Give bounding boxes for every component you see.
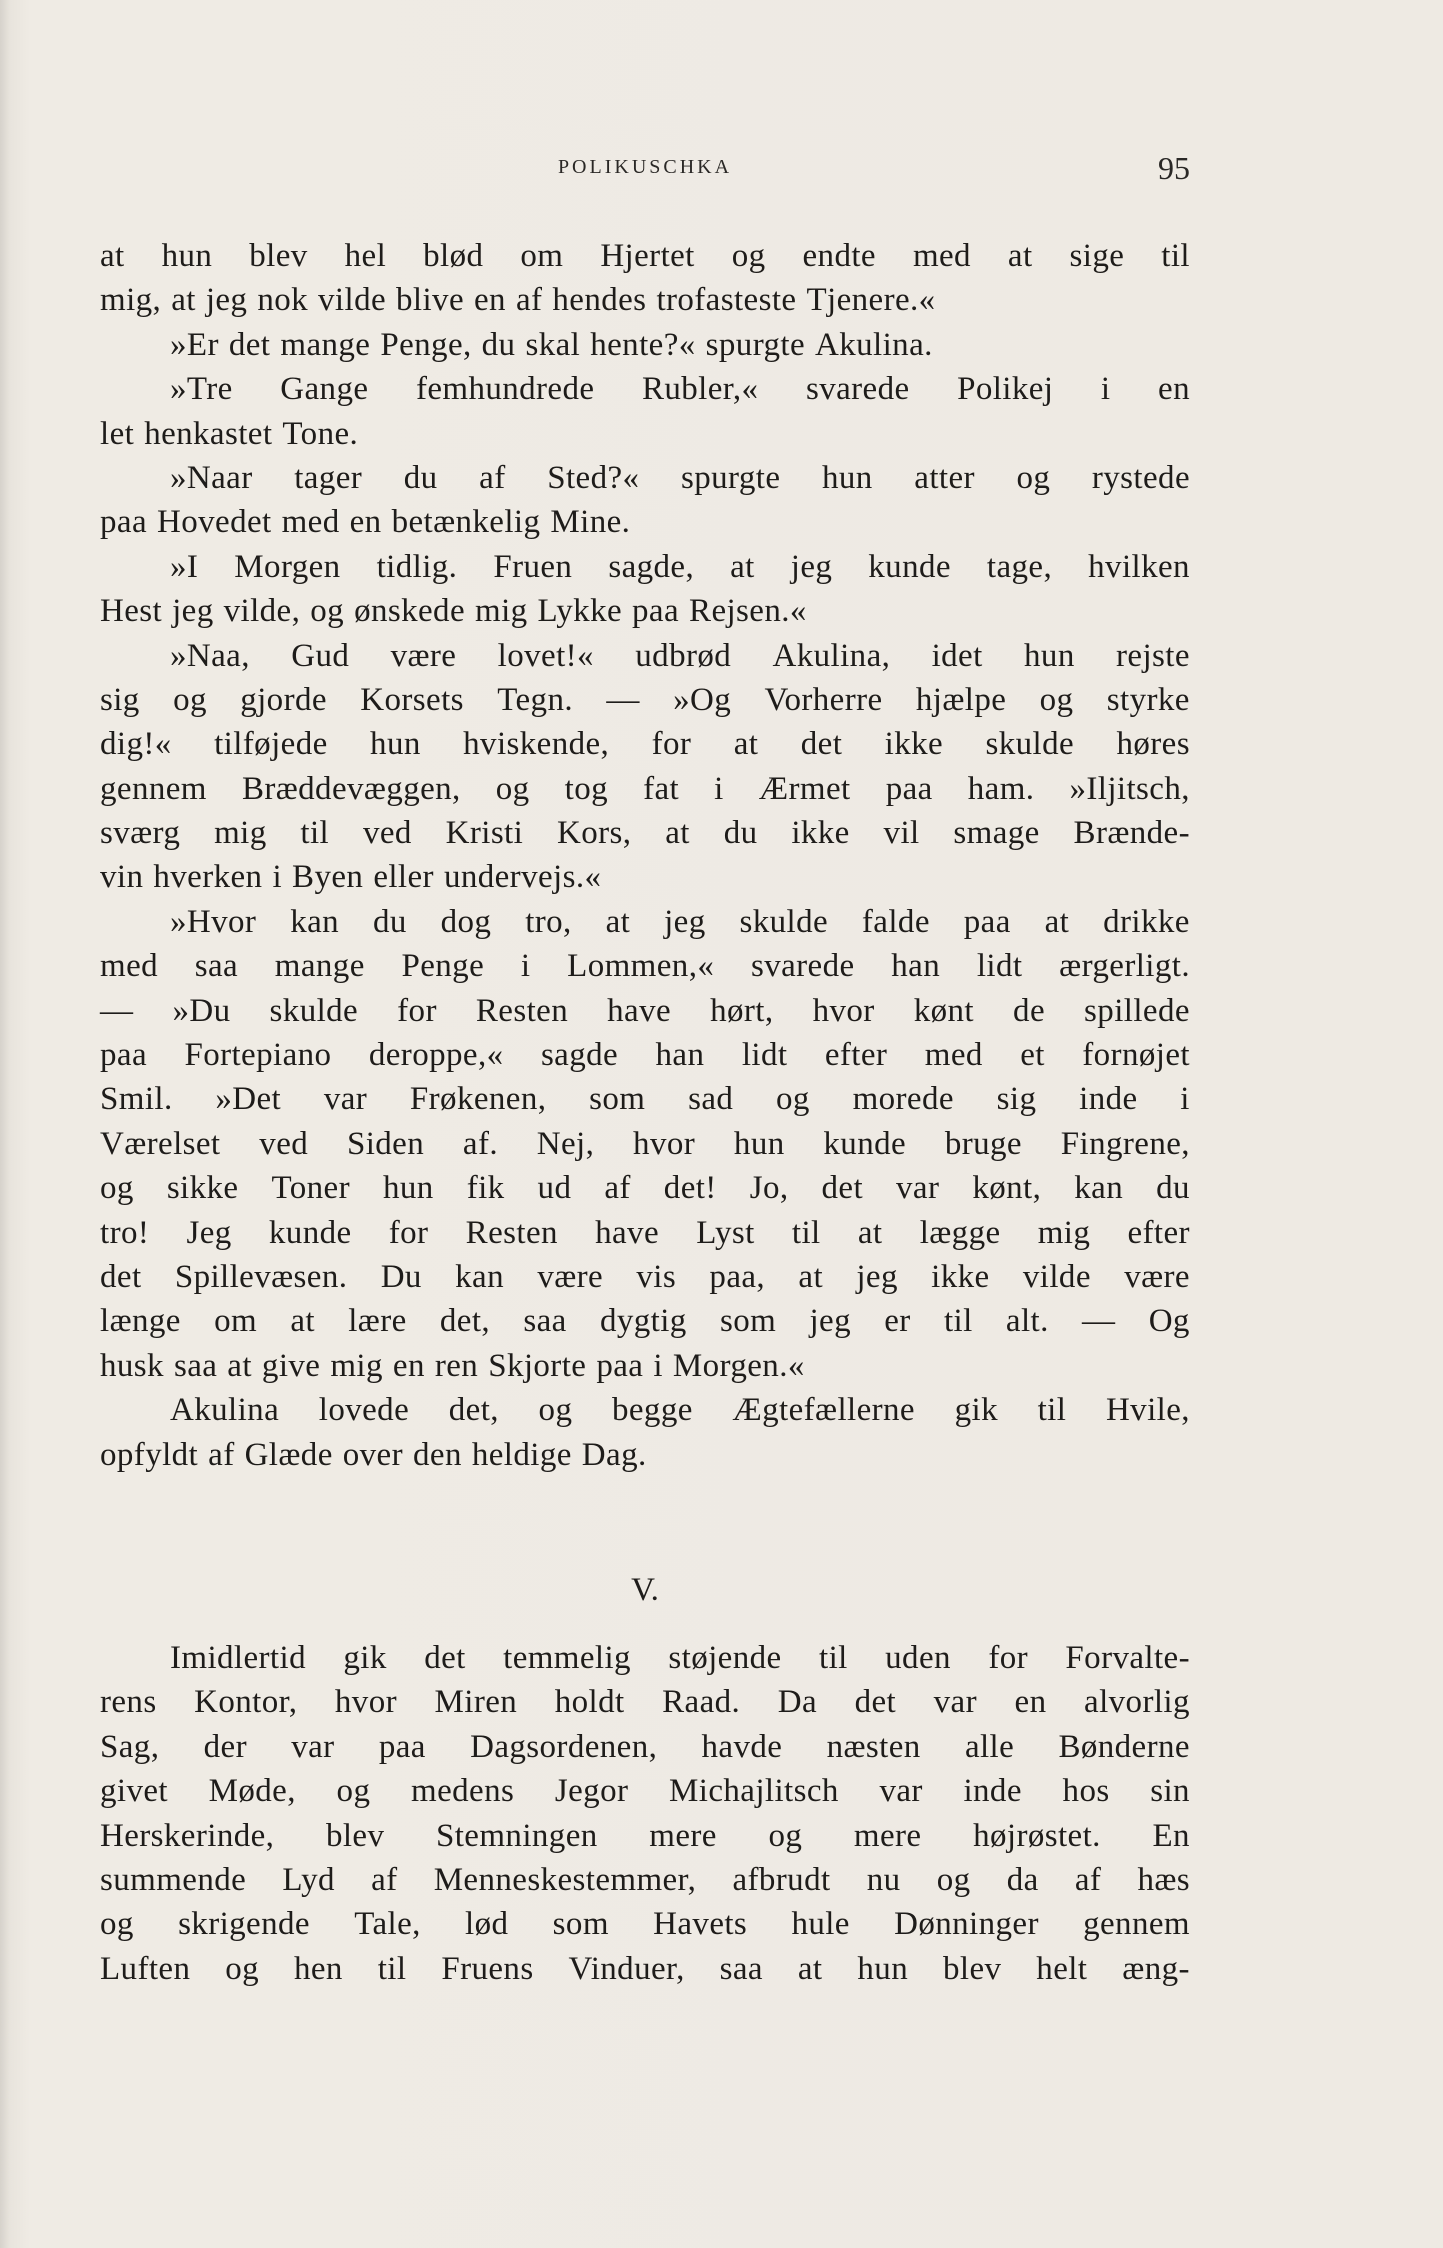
text-line: »Naa, Gud være lovet!« udbrød Akulina, idet hun rejste	[170, 637, 1190, 674]
running-head: POLIKUSCHKA	[557, 156, 733, 178]
text-line: sværg mig til ved Kristi Kors, at du ikke vil smage Brænde-	[100, 815, 1190, 852]
text-line: husk saa at give mig en ren Skjorte paa i Morgen.«	[100, 1347, 805, 1384]
text-line: og sikke Toner hun fik ud af det! Jo, det var kønt, kan du	[100, 1170, 1190, 1207]
text-line: Hest jeg vilde, og ønskede mig Lykke paa Rejsen.«	[100, 593, 807, 630]
page-header	[100, 150, 1190, 190]
text-line: Luften og hen til Fruens Vinduer, saa at hun blev helt æng-	[100, 1950, 1190, 1987]
text-line: summende Lyd af Menneskestemmer, afbrudt nu og da af hæs	[100, 1861, 1190, 1898]
text-line: »Hvor kan du dog tro, at jeg skulde falde paa at drikke	[170, 903, 1190, 940]
body-text-part-1	[100, 234, 1190, 1477]
text-line: rens Kontor, hvor Miren holdt Raad. Da det var en alvorlig	[100, 1684, 1190, 1721]
text-line: Akulina lovede det, og begge Ægtefællerne gik til Hvile,	[170, 1392, 1190, 1429]
page-number: 95	[1158, 150, 1190, 186]
text-line: »Tre Gange femhundrede Rubler,« svarede Polikej i en	[170, 371, 1190, 408]
text-line: »I Morgen tidlig. Fruen sagde, at jeg kunde tage, hvilken	[170, 548, 1190, 585]
text-line: paa Hovedet med en betænkelig Mine.	[100, 504, 631, 541]
text-line: Værelset ved Siden af. Nej, hvor hun kunde bruge Fingrene,	[100, 1125, 1190, 1162]
text-line: opfyldt af Glæde over den heldige Dag.	[100, 1436, 647, 1473]
body-text-part-2	[100, 1636, 1190, 1991]
text-line: at hun blev hel blød om Hjertet og endte med at sige til	[100, 238, 1190, 274]
text-line: tro! Jeg kunde for Resten have Lyst til at lægge mig efter	[100, 1214, 1190, 1251]
text-line: Herskerinde, blev Stemningen mere og mere højrøstet. En	[100, 1817, 1190, 1854]
text-line: »Er det mange Penge, du skal hente?« spurgte Akulina.	[170, 326, 933, 363]
text-line: Imidlertid gik det temmelig støjende til uden for Forvalte-	[170, 1640, 1190, 1676]
text-line: paa Fortepiano deroppe,« sagde han lidt efter med et fornøjet	[100, 1037, 1190, 1074]
text-line: længe om at lære det, saa dygtig som jeg er til alt. — Og	[100, 1303, 1190, 1340]
text-line: — »Du skulde for Resten have hørt, hvor kønt de spillede	[100, 992, 1190, 1029]
text-line: mig, at jeg nok vilde blive en af hendes trofasteste Tjenere.«	[100, 282, 936, 319]
text-line: det Spillevæsen. Du kan være vis paa, at jeg ikke vilde være	[100, 1258, 1190, 1295]
text-line: sig og gjorde Korsets Tegn. — »Og Vorherre hjælpe og styrke	[100, 681, 1190, 718]
text-line: og skrigende Tale, lød som Havets hule Dønninger gennem	[100, 1906, 1190, 1943]
text-line: givet Møde, og medens Jegor Michajlitsch var inde hos sin	[100, 1773, 1190, 1810]
text-line: »Naar tager du af Sted?« spurgte hun atter og rystede	[170, 459, 1190, 496]
text-line: gennem Bræddevæggen, og tog fat i Ærmet paa ham. »Iljitsch,	[100, 770, 1190, 807]
section-heading: V.	[631, 1572, 659, 1608]
text-line: Sag, der var paa Dagsordenen, havde næsten alle Bønderne	[100, 1728, 1190, 1765]
text-line: dig!« tilføjede hun hviskende, for at det ikke skulde høres	[100, 726, 1190, 763]
text-line: vin hverken i Byen eller undervejs.«	[100, 859, 602, 896]
text-line: let henkastet Tone.	[100, 415, 359, 452]
text-line: Smil. »Det var Frøkenen, som sad og morede sig inde i	[100, 1081, 1190, 1118]
text-line: med saa mange Penge i Lommen,« svarede han lidt ærgerligt.	[100, 948, 1190, 985]
